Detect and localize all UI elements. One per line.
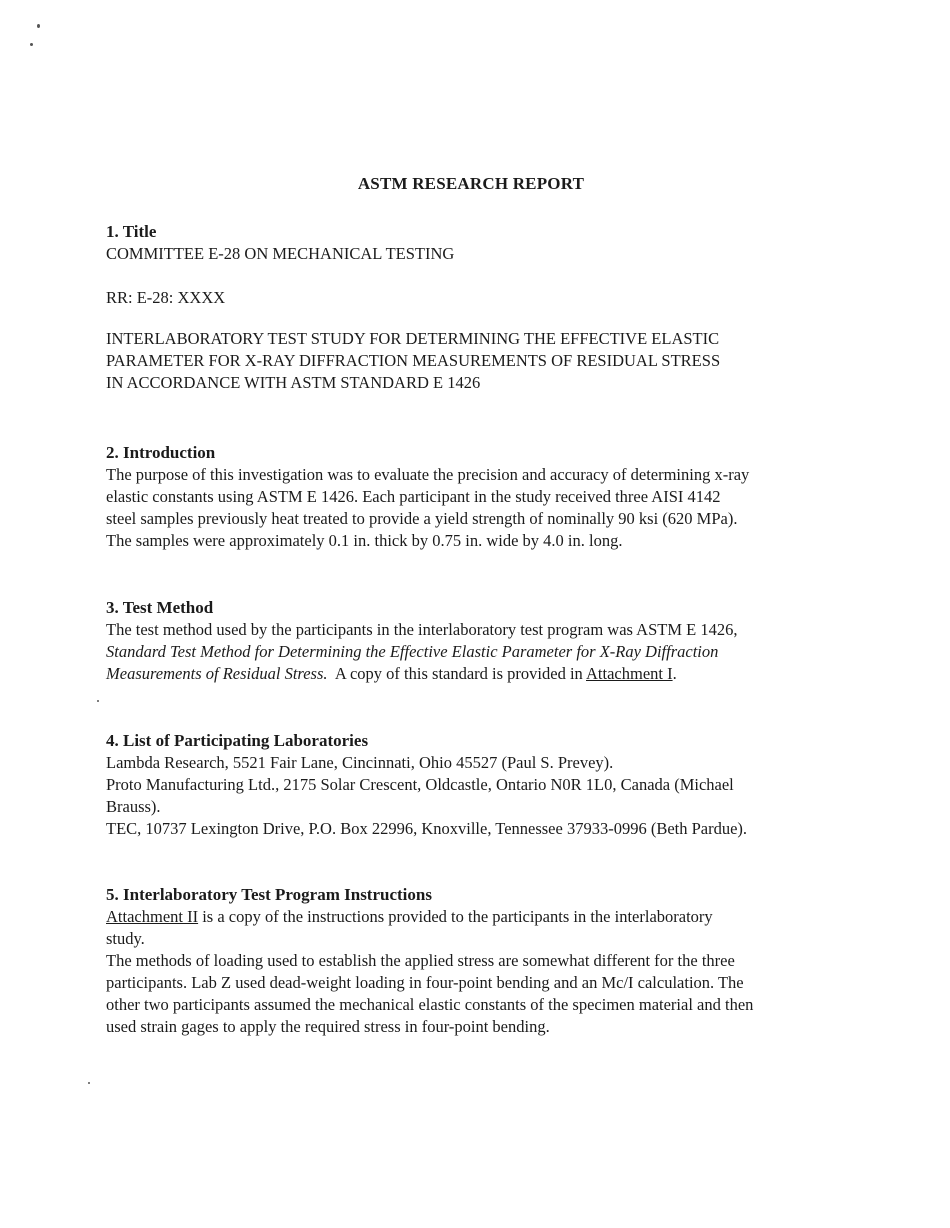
rr-line: RR: E-28: XXXX: [106, 288, 226, 307]
rr-number: [106, 287, 846, 309]
attachment-ii-link[interactable]: Attachment II: [106, 907, 199, 926]
section-heading: 4. List of Participating Laboratories: [106, 731, 369, 750]
section-heading: 2. Introduction: [106, 443, 216, 462]
lab-entry: Lambda Research, 5521 Fair Lane, Cincinnati, Ohio 45527 (Paul S. Prevey).: [106, 753, 614, 772]
body-text: A copy of this standard is provided in: [327, 664, 586, 683]
section-title: [106, 221, 846, 265]
body-line: The purpose of this investigation was to evaluate the precision and accuracy of determining x-ray: [106, 465, 750, 484]
body-line: participants. Lab Z used dead-weight loading in four-point bending and an Mc/I calculation. The: [106, 973, 744, 992]
study-title-line: PARAMETER FOR X-RAY DIFFRACTION MEASUREMENTS OF RESIDUAL STRESS: [106, 351, 721, 370]
body-line: The samples were approximately 0.1 in. thick by 0.75 in. wide by 4.0 in. long.: [106, 531, 623, 550]
scan-speck: [37, 24, 40, 28]
lab-entry: TEC, 10737 Lexington Drive, P.O. Box 22996, Knoxville, Tennessee 37933-0996 (Beth Pardue).: [106, 819, 748, 838]
section-introduction: [106, 442, 846, 552]
study-title: [106, 328, 846, 394]
section-heading: 5. Interlaboratory Test Program Instructions: [106, 885, 432, 904]
study-title-line: INTERLABORATORY TEST STUDY FOR DETERMINING THE EFFECTIVE ELASTIC: [106, 329, 720, 348]
standard-title-italic: Measurements of Residual Stress.: [106, 664, 328, 683]
standard-title-italic: Standard Test Method for Determining the Effective Elastic Parameter for X-Ray Diffraction: [106, 642, 719, 661]
section-test-instructions: [106, 884, 846, 1038]
body-text: .: [672, 664, 677, 683]
body-line: [106, 906, 846, 928]
body-line: [106, 663, 846, 685]
section-participating-labs: [106, 730, 846, 840]
committee-line: COMMITTEE E-28 ON MECHANICAL TESTING: [106, 244, 455, 263]
lab-entry: Brauss).: [106, 797, 161, 816]
study-title-line: IN ACCORDANCE WITH ASTM STANDARD E 1426: [106, 373, 481, 392]
lab-entry: Proto Manufacturing Ltd., 2175 Solar Crescent, Oldcastle, Ontario N0R 1L0, Canada (Michael: [106, 775, 734, 794]
body-line: study.: [106, 929, 145, 948]
scan-speck: [30, 43, 33, 46]
body-text: is a copy of the instructions provided to the participants in the interlaboratory: [198, 907, 713, 926]
section-heading: 1. Title: [106, 222, 157, 241]
body-line: other two participants assumed the mechanical elastic constants of the specimen material and then: [106, 995, 754, 1014]
body-line: elastic constants using ASTM E 1426. Each participant in the study received three AISI 4142: [106, 487, 721, 506]
body-line: The methods of loading used to establish the applied stress are somewhat different for the three: [106, 951, 735, 970]
scan-speck: [88, 1082, 90, 1084]
body-line: used strain gages to apply the required stress in four-point bending.: [106, 1017, 550, 1036]
body-line: The test method used by the participants in the interlaboratory test program was ASTM E 1426,: [106, 620, 738, 639]
attachment-i-link[interactable]: Attachment I: [586, 664, 673, 683]
section-heading: 3. Test Method: [106, 598, 214, 617]
body-line: steel samples previously heat treated to provide a yield strength of nominally 90 ksi (620 MPa).: [106, 509, 738, 528]
report-title: ASTM RESEARCH REPORT: [357, 174, 585, 193]
scan-speck: [97, 700, 99, 702]
section-test-method: [106, 597, 846, 685]
